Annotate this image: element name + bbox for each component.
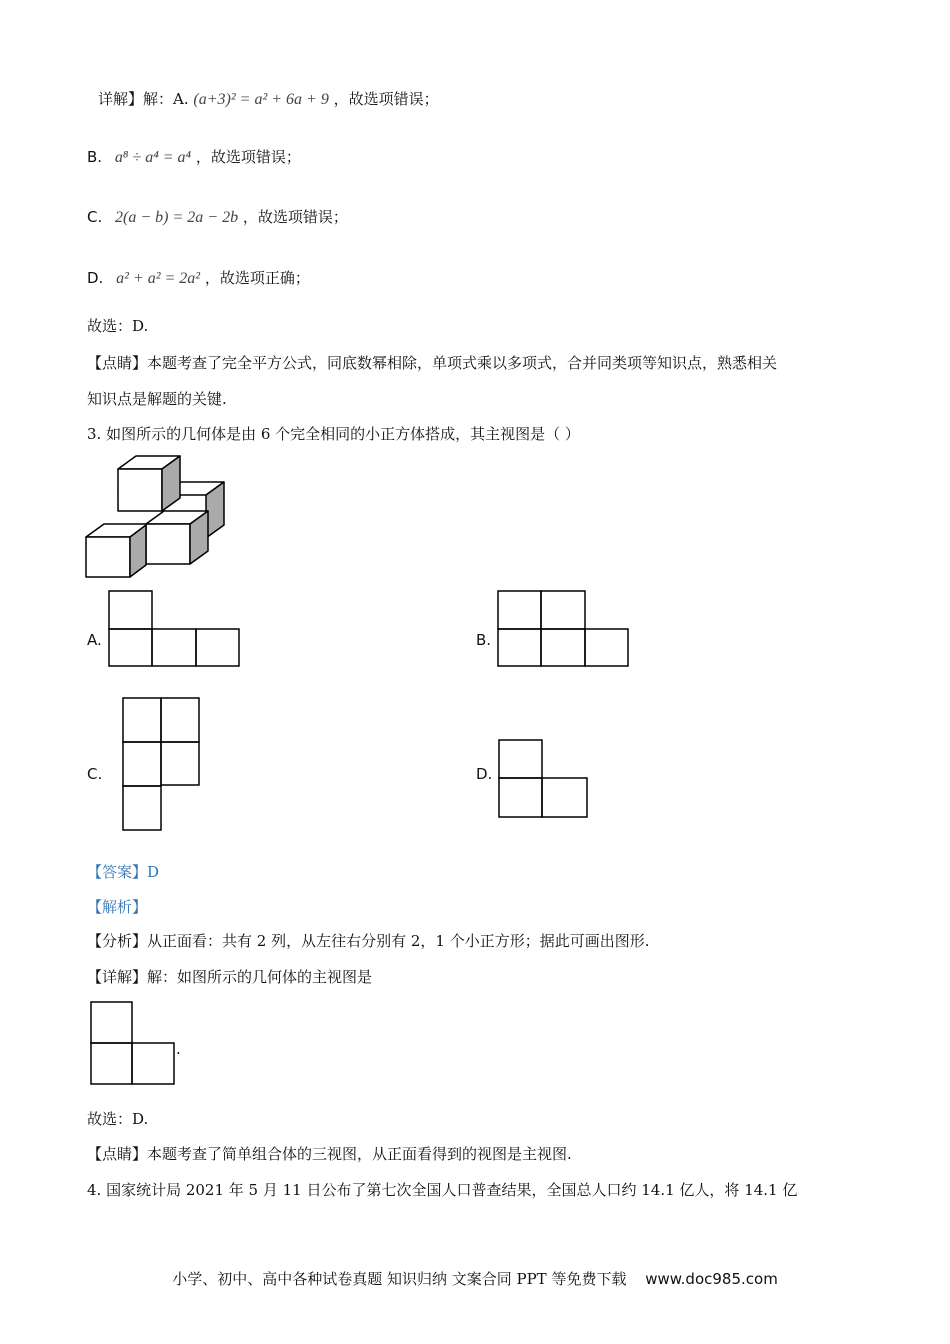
- option-b-view: [497, 590, 630, 667]
- answer-line: 【答案】D: [87, 863, 160, 881]
- option-b-formula: a⁸ ÷ a⁴ = a⁴: [114, 149, 192, 166]
- option-b-label: B.: [476, 631, 492, 649]
- detail-line-c: [87, 206, 348, 229]
- option-c-label: C.: [87, 765, 103, 783]
- option-c-view: [122, 697, 202, 831]
- cube-figure: [80, 455, 240, 585]
- option-c-label: C.: [87, 208, 103, 226]
- option-a-verdict: ，故选项错误；: [333, 90, 439, 108]
- detail-line-a: [98, 88, 439, 111]
- analysis-heading: 【解析】: [87, 898, 148, 916]
- question-3-stem: 3. 如图所示的几何体是由 6 个完全相同的小正方体搭成，其主视图是（ ）: [87, 425, 580, 443]
- detail-period: .: [176, 1040, 181, 1058]
- comment-line-1: 【点睛】本题考查了完全平方公式，同底数幂相除，单项式乘以多项式，合并同类项等知识点，熟悉相关: [87, 354, 778, 372]
- option-a-formula: (a+3)² = a² + 6a + 9: [193, 91, 329, 108]
- option-d-verdict: ，故选项正确；: [204, 269, 310, 287]
- detail-line-d: [87, 267, 310, 290]
- detail-prefix: 详解】解：A.: [98, 90, 189, 108]
- option-c-formula: 2(a − b) = 2a − 2b: [115, 209, 239, 226]
- page-footer: [0, 1268, 950, 1289]
- choice-line-q3: 故选：D.: [87, 1110, 149, 1128]
- option-a-view: [108, 590, 241, 667]
- option-d-formula: a² + a² = 2a²: [116, 270, 201, 287]
- choice-line: 故选：D.: [87, 317, 149, 335]
- option-b-verdict: ，故选项错误；: [195, 148, 301, 166]
- comment-line-q3: 【点睛】本题考查了简单组合体的三视图，从正面看得到的视图是主视图.: [87, 1145, 572, 1163]
- option-d-label: D.: [476, 765, 493, 783]
- analysis-line: 【分析】从正面看：共有 2 列，从左往右分别有 2，1 个小正方形；据此可画出图形.: [87, 932, 650, 950]
- front-view-figure: [90, 1001, 176, 1086]
- detail-line: 【详解】解：如图所示的几何体的主视图是: [87, 968, 373, 986]
- option-a-label: A.: [87, 631, 102, 649]
- option-d-label: D.: [87, 269, 104, 287]
- option-b-label: B.: [87, 148, 103, 166]
- comment-line-2: 知识点是解题的关键.: [87, 390, 227, 408]
- option-c-verdict: ，故选项错误；: [242, 208, 348, 226]
- footer-url[interactable]: www.doc985.com: [645, 1270, 778, 1288]
- option-d-view: [498, 739, 589, 818]
- detail-line-b: [87, 146, 301, 169]
- question-4-stem: 4. 国家统计局 2021 年 5 月 11 日公布了第七次全国人口普查结果，全国总人口约 14.1 亿人，将 14.1 亿: [87, 1181, 798, 1199]
- footer-text: 小学、初中、高中各种试卷真题 知识归纳 文案合同 PPT 等免费下载: [172, 1270, 627, 1288]
